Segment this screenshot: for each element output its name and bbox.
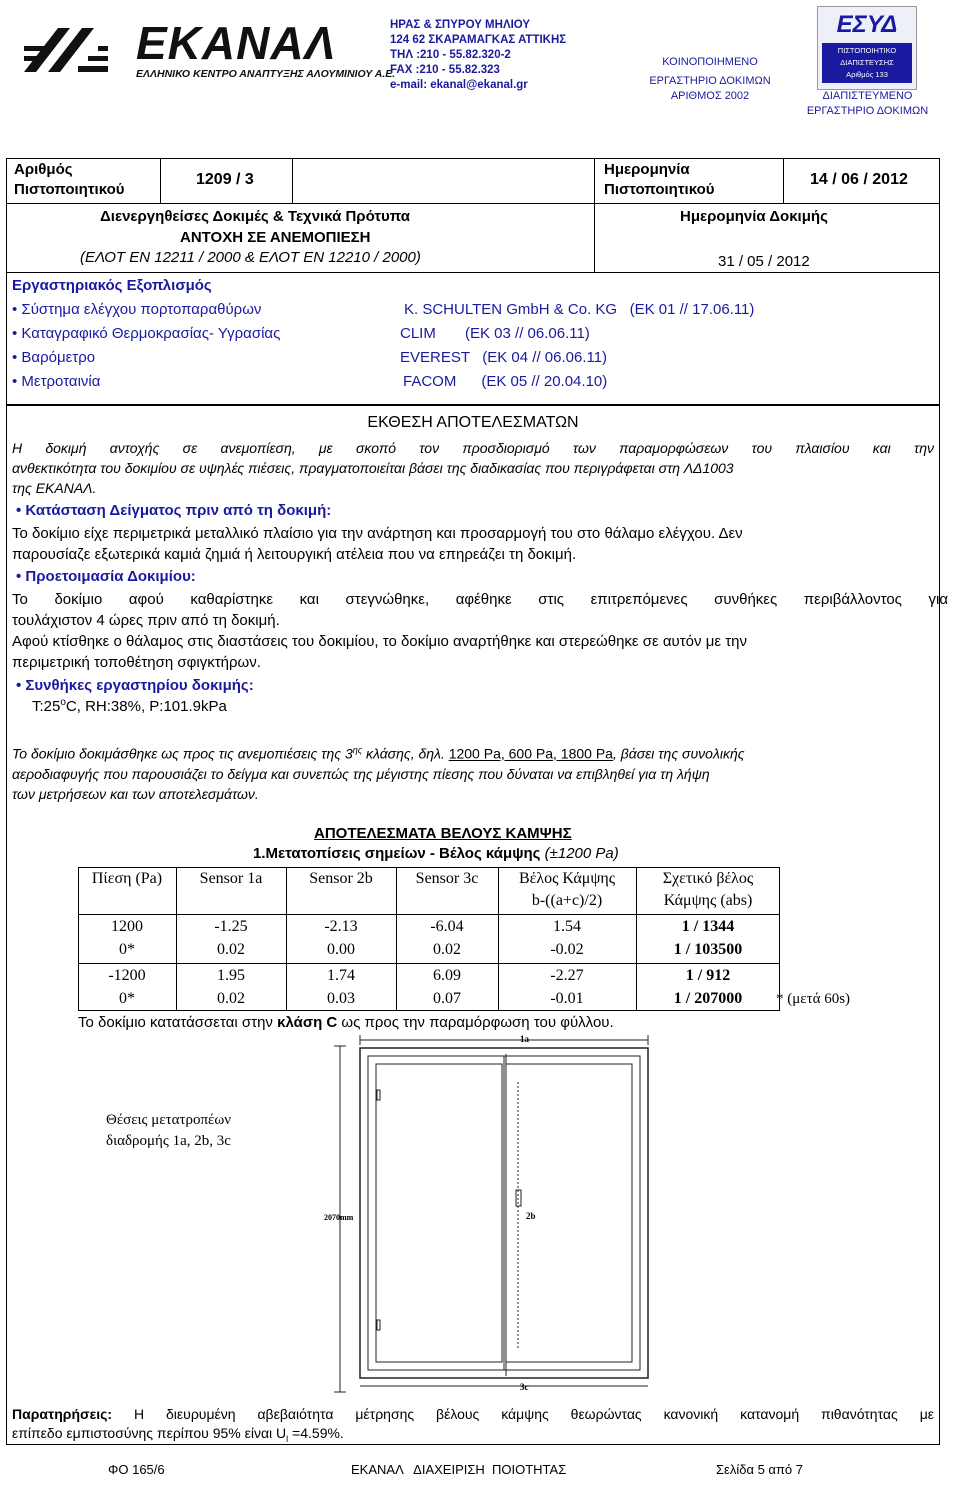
pressure-values: 1200 Pa, 600 Pa, 1800 Pa (448, 745, 613, 762)
results-title: ΑΠΟΤΕΛΕΣΜΑΤΑ ΒΕΛΟΥΣ ΚΑΜΨΗΣ (314, 825, 572, 842)
class-value: κλάση C (277, 1014, 338, 1031)
esyd-line: ΔΙΑΠΙΣΤΕΥΣΗΣ (840, 58, 894, 67)
cell-sensor-1a: -1.25 (214, 918, 248, 935)
logo-mark-icon (18, 22, 138, 80)
text-span: ως προς την παραμόρφωση του φύλλου. (337, 1014, 614, 1031)
label-line: Αριθμός (14, 161, 73, 178)
remarks-line (12, 1405, 934, 1424)
footer-doc-code: ΦΟ 165/6 (108, 1462, 165, 1477)
company-address (390, 18, 566, 93)
esyd-logo (817, 6, 917, 90)
esyd-line: ΠΙΣΤΟΠΟΙΗΤΙΚΟ (837, 46, 897, 55)
section-prep-heading: • Προετοιμασία Δοκιμίου: (16, 568, 196, 585)
section-sample-text (12, 523, 934, 565)
company-logo (18, 17, 396, 88)
degree-sup: o (60, 697, 66, 708)
text-line: Το δοκίμιο αφού καθαρίστηκε και στεγνώθηκε, αφέθηκε στις επιτρεπόμενες συνθήκες περιβάλλοντος για (12, 591, 948, 608)
cell-sensor-1a: 0.02 (217, 941, 245, 958)
remarks-label: Παρατηρήσεις: (12, 1406, 113, 1422)
text-line: παρουσίαζε εξωτερικά καμιά ζημιά ή λειτουργική ατέλεια που να επηρεάζει τη δοκιμή. (12, 546, 577, 563)
cell-sensor-3c: 6.09 (433, 967, 461, 984)
cert-number-label (14, 160, 124, 200)
section-conditions-heading: • Συνθήκες εργαστηρίου δοκιμής: (16, 677, 254, 694)
tested-paragraph (12, 740, 948, 804)
equipment-item: • Βαρόμετρο EVEREST (ΕΚ 04 // 06.06.11) (12, 346, 280, 370)
equipment-item: • Μετροταινία FACOM (ΕΚ 05 // 20.04.10) (12, 370, 280, 394)
cell-sensor-2b: 1.74 (327, 967, 355, 984)
equipment-heading: Εργαστηριακός Εξοπλισμός (12, 277, 212, 294)
results-subtitle (253, 845, 619, 862)
test-name: ΑΝΤΟΧΗ ΣΕ ΑΝΕΜΟΠΙΕΣΗ (180, 229, 371, 246)
cert-date-value: 14 / 06 / 2012 (810, 171, 908, 188)
section-prep-text (12, 589, 948, 673)
cell-deflection: -2.27 (550, 967, 584, 984)
email-line: e-mail: ekanal@ekanal.gr (390, 79, 528, 91)
esyd-logo-text: ΕΣΥΔ (836, 11, 898, 38)
label-line: Πιστοποιητικού (604, 181, 715, 198)
text-span: Το δοκίμιο κατατάσσεται στην (78, 1014, 278, 1031)
text-span: κλάσης, δηλ. (362, 745, 449, 762)
label-line: Ημερομηνία (604, 161, 690, 178)
cell-sensor-3c: -6.04 (430, 918, 464, 935)
table-footnote: * (μετά 60s) (776, 991, 851, 1007)
cell-pressure: -1200 (108, 967, 146, 984)
cell-sensor-1a: 1.95 (217, 967, 245, 984)
caption-line: Θέσεις μετατροπέων (106, 1112, 232, 1128)
col-header-sensor-3c: Sensor 3c (415, 870, 479, 887)
address-line: 124 62 ΣΚΑΡΑΜΑΓΚΑΣ ΑΤΤΙΚΗΣ (390, 34, 567, 46)
cell-pressure: 0* (119, 990, 135, 1007)
standards: (ΕΛΟΤ ΕΝ 12211 / 2000 & ΕΛΟΤ ΕΝ 12210 / 2000) (80, 249, 421, 266)
window-drawing (280, 1030, 700, 1400)
remarks-line (12, 1424, 934, 1449)
heading-text: Προετοιμασία Δοκιμίου: (25, 568, 196, 585)
tested-line (12, 740, 948, 764)
sensor-1a-label: 1a (520, 1034, 529, 1044)
cell-deflection: -0.02 (550, 941, 584, 958)
fax-line: FAX :210 - 55.82.323 (390, 64, 500, 76)
subscript: l (286, 1433, 289, 1444)
col-header-relative-sub: Κάμψης (abs) (663, 892, 753, 909)
col-header-deflection-sub: b-((a+c)/2) (531, 892, 603, 909)
cell-sensor-2b: 0.03 (327, 990, 355, 1007)
cell-sensor-3c: 0.02 (433, 941, 461, 958)
text-line: Το δοκίμιο είχε περιμετρικά μεταλλικό πλαίσιο για την ανάρτηση και προσαρμογή του στο θάλαμο ελέγχου. Δεν (12, 525, 743, 542)
accredited-line: ΕΡΓΑΣΤΗΡΙΟ ΔΟΚΙΜΩΝ (806, 105, 929, 117)
subtitle-bold: 1.Μετατοπίσεις σημείων - Βέλος κάμψης (253, 845, 541, 862)
equipment-item: • Σύστημα ελέγχου πορτοπαραθύρων K. SCHULTEN GmbH & Co. KG (ΕΚ 01 // 17.06.11) (12, 298, 280, 322)
cell-relative: 1 / 103500 (673, 941, 743, 958)
text-span: , βάσει της συνολικής (612, 745, 745, 762)
intro-line: της ΕΚΑΝΑΛ. (12, 480, 97, 496)
cell-sensor-2b: -2.13 (324, 918, 358, 935)
equipment-spec: FACOM (ΕΚ 05 // 20.04.10) (403, 373, 608, 390)
equipment-name: Βαρόμετρο (21, 349, 96, 366)
tested-line: αεροδιαφυγής που παρουσιάζει το δείγμα και συνεπώς της μέγιστης πίεσης που δύναται να επιβληθεί για τη λήψη (12, 765, 710, 782)
col-header-pressure: Πίεση (Pa) (91, 870, 163, 887)
cell-sensor-3c: 0.07 (433, 990, 461, 1007)
equipment-name: Σύστημα ελέγχου πορτοπαραθύρων (21, 301, 262, 318)
notified-line: ΑΡΙΘΜΟΣ 2002 (670, 90, 750, 102)
col-header-deflection: Βέλος Κάμψης (518, 870, 616, 887)
heading-text: Κατάσταση Δείγματος πριν από τη δοκιμή: (25, 502, 332, 519)
intro-line: ανθεκτικότητα του δοκιμίου σε υψηλές πιέσεις, πραγματοποιείται βάσει της διαδικασίας που περιγράφεται στη ΛΔ1003 (12, 460, 734, 476)
test-date-label: Ημερομηνία Δοκιμής (680, 208, 828, 225)
subtitle-italic: (±1200 Pa) (540, 845, 619, 862)
sensor-2b-label: 2b (526, 1211, 536, 1221)
report-title: ΕΚΘΕΣΗ ΑΠΟΤΕΛΕΣΜΑΤΩΝ (367, 414, 579, 431)
lab-conditions (32, 697, 227, 715)
col-header-sensor-2b: Sensor 2b (309, 870, 373, 887)
cell-deflection: -0.01 (550, 990, 584, 1007)
cert-date-label (604, 160, 714, 200)
cell-deflection: 1.54 (553, 918, 581, 935)
phone-line: ΤΗΛ :210 - 55.82.320-2 (390, 49, 511, 61)
text-line: τουλάχιστον 4 ώρες πριν από τη δοκιμή. (12, 612, 280, 629)
text-line: Αφού κτίσθηκε ο θάλαμος στις διαστάσεις του δοκιμίου, το δοκίμιο αναρτήθηκε και στερεώθηκε σε αυτόν με την (12, 633, 747, 650)
text-span: Το δοκίμιο δοκιμάσθηκε ως προς τις ανεμοπιέσεις της 3 (12, 745, 353, 762)
company-name: ΕΚΑΝΑΛ (136, 17, 337, 69)
equipment-spec: K. SCHULTEN GmbH & Co. KG (ΕΚ 01 // 17.06.11) (404, 301, 755, 318)
superscript: ης (352, 745, 363, 755)
address-line: ΗΡΑΣ & ΣΠΥΡΟΥ ΜΗΛΙΟΥ (390, 19, 531, 31)
remarks (12, 1405, 934, 1449)
cell-pressure: 0* (119, 941, 135, 958)
equipment-item: • Καταγραφικό Θερμοκρασίας- Υγρασίας CLIM (ΕΚ 03 // 06.06.11) (12, 322, 280, 346)
cell-sensor-2b: 0.00 (327, 941, 355, 958)
section-sample-heading: • Κατάσταση Δείγματος πριν από τη δοκιμή: (16, 502, 332, 519)
cell-relative: 1 / 912 (685, 967, 731, 984)
notified-line: ΕΡΓΑΣΤΗΡΙΟ ΔΟΚΙΜΩΝ (649, 75, 771, 87)
equipment-name: Καταγραφικό Θερμοκρασίας- Υγρασίας (21, 325, 281, 342)
tested-line: των μετρήσεων και των αποτελεσμάτων. (12, 785, 259, 802)
col-header-sensor-1a: Sensor 1a (199, 870, 263, 887)
cell-pressure: 1200 (111, 918, 143, 935)
col-header-relative: Σχετικό βέλος (662, 870, 754, 887)
equipment-spec: EVEREST (ΕΚ 04 // 06.06.11) (400, 349, 608, 366)
cell-relative: 1 / 1344 (681, 918, 735, 935)
label-line: Πιστοποιητικού (14, 181, 125, 198)
tests-heading: Διενεργηθείσες Δοκιμές & Τεχνικά Πρότυπα (100, 208, 411, 225)
accredited-line: ΔΙΑΠΙΣΤΕΥΜΕΝΟ (822, 90, 913, 102)
company-full-name: ΕΛΛΗΝΙΚΟ ΚΕΝΤΡΟ ΑΝΑΠΤΥΞΗΣ ΑΛΟΥΜΙΝΙΟΥ Α.Ε. (136, 68, 396, 80)
drawing-caption (106, 1110, 231, 1152)
remarks-text: επίπεδο εμπιστοσύνης περίπου 95% είναι U (12, 1425, 287, 1441)
heading-text: Συνθήκες εργαστηρίου δοκιμής: (25, 677, 254, 694)
cell-relative: 1 / 207000 (673, 990, 743, 1007)
intro-text (12, 438, 934, 498)
temp-value: T:25 (32, 698, 61, 715)
height-dimension-label: 2070mm (324, 1213, 354, 1222)
notified-lab-label (640, 55, 780, 104)
remarks-text: Η διευρυμένη αβεβαιότητα μέτρησης βέλους κάμψης θεωρώντας κανονική κατανομή πιθανότητας με (112, 1406, 934, 1422)
footer-page-number: Σελίδα 5 από 7 (716, 1462, 803, 1477)
classification-text (78, 1014, 614, 1031)
accredited-lab-label (800, 89, 935, 119)
conditions-rest: C, RH:38%, P:101.9kPa (65, 698, 227, 715)
text-line: περιμετρική τοποθέτηση σφιγκτήρων. (12, 654, 261, 671)
esyd-line: Αριθμός 133 (846, 70, 888, 79)
equipment-name: Μετροταινία (21, 373, 101, 390)
cell-sensor-1a: 0.02 (217, 990, 245, 1007)
equipment-spec: CLIM (ΕΚ 03 // 06.06.11) (400, 325, 590, 342)
notified-line: ΚΟΙΝΟΠΟΙΗΜΕΝΟ (662, 56, 758, 68)
sensor-3c-label: 3c (520, 1382, 529, 1392)
test-date-value: 31 / 05 / 2012 (718, 253, 810, 270)
footer-department: ΕΚΑΝΑΛ ΔΙΑΧΕΙΡΙΣΗ ΠΟΙΟΤΗΤΑΣ (351, 1462, 567, 1477)
intro-line: Η δοκιμή αντοχής σε ανεμοπίεση, με σκοπό τον προσδιορισμό των παραμορφώσεων του πλαισίου και την (12, 440, 934, 456)
equipment-list (12, 298, 755, 394)
caption-line: διαδρομής 1a, 2b, 3c (106, 1133, 231, 1149)
cert-number-value: 1209 / 3 (196, 171, 254, 188)
remarks-text: =4.59%. (288, 1425, 344, 1441)
